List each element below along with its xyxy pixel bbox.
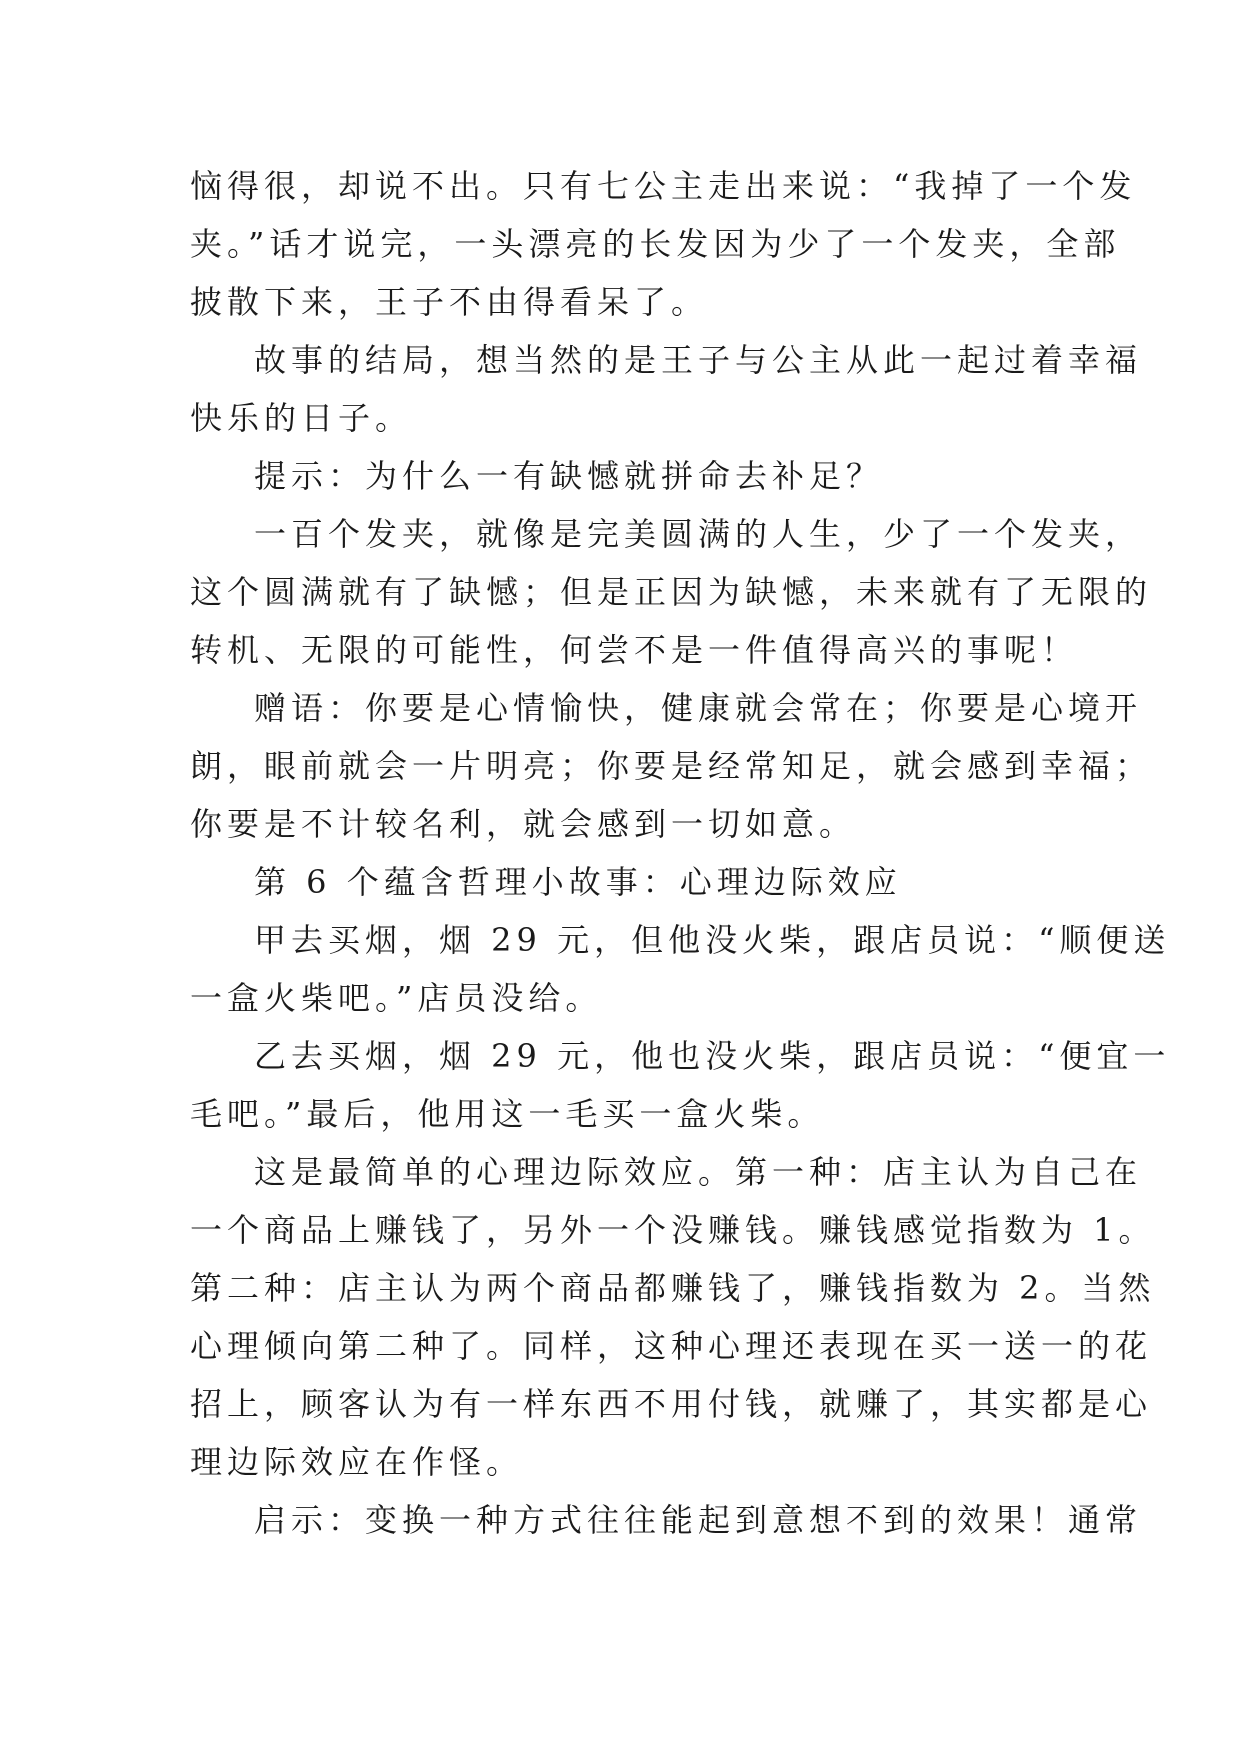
text-line: 转机、无限的可能性，何尝不是一件值得高兴的事呢！ [190, 631, 1079, 669]
text-line: 这是最简单的心理边际效应。第一种：店主认为自己在 [254, 1153, 1143, 1191]
text-line: 理边际效应在作怪。 [190, 1443, 524, 1481]
text-line: 毛吧。”最后，他用这一毛买一盒火柴。 [190, 1095, 825, 1133]
text-line: 朗，眼前就会一片明亮；你要是经常知足，就会感到幸福； [190, 747, 1153, 785]
text-line: 披散下来，王子不由得看呆了。 [190, 283, 709, 321]
text-line: 启示：变换一种方式往往能起到意想不到的效果！通常 [254, 1501, 1143, 1539]
text-line: 第 6 个蕴含哲理小故事：心理边际效应 [254, 863, 902, 901]
text-line: 乙去买烟，烟 29 元，他也没火柴，跟店员说：“便宜一 [254, 1037, 1171, 1075]
text-line: 你要是不计较名利，就会感到一切如意。 [190, 805, 857, 843]
text-line: 一盒火柴吧。”店员没给。 [190, 979, 603, 1017]
text-line: 提示：为什么一有缺憾就拼命去补足？ [254, 457, 884, 495]
text-line: 甲去买烟，烟 29 元，但他没火柴，跟店员说：“顺便送 [254, 921, 1171, 959]
text-line: 赠语：你要是心情愉快，健康就会常在；你要是心境开 [254, 689, 1143, 727]
text-line: 第二种：店主认为两个商品都赚钱了，赚钱指数为 2。当然 [190, 1269, 1156, 1307]
text-line: 招上，顾客认为有一样东西不用付钱，就赚了，其实都是心 [190, 1385, 1153, 1423]
text-line: 一百个发夹，就像是完美圆满的人生，少了一个发夹， [254, 515, 1143, 553]
text-line: 恼得很，却说不出。只有七公主走出来说：“我掉了一个发 [190, 167, 1137, 205]
document-body [190, 157, 1171, 1549]
text-line: 故事的结局，想当然的是王子与公主从此一起过着幸福 [254, 341, 1143, 379]
text-line: 这个圆满就有了缺憾；但是正因为缺憾，未来就有了无限的 [190, 573, 1153, 611]
text-line: 夹。”话才说完，一头漂亮的长发因为少了一个发夹，全部 [190, 225, 1121, 263]
text-line: 心理倾向第二种了。同样，这种心理还表现在买一送一的花 [190, 1327, 1153, 1365]
text-line: 一个商品上赚钱了，另外一个没赚钱。赚钱感觉指数为 1。 [190, 1211, 1156, 1249]
text-line: 快乐的日子。 [190, 399, 413, 437]
